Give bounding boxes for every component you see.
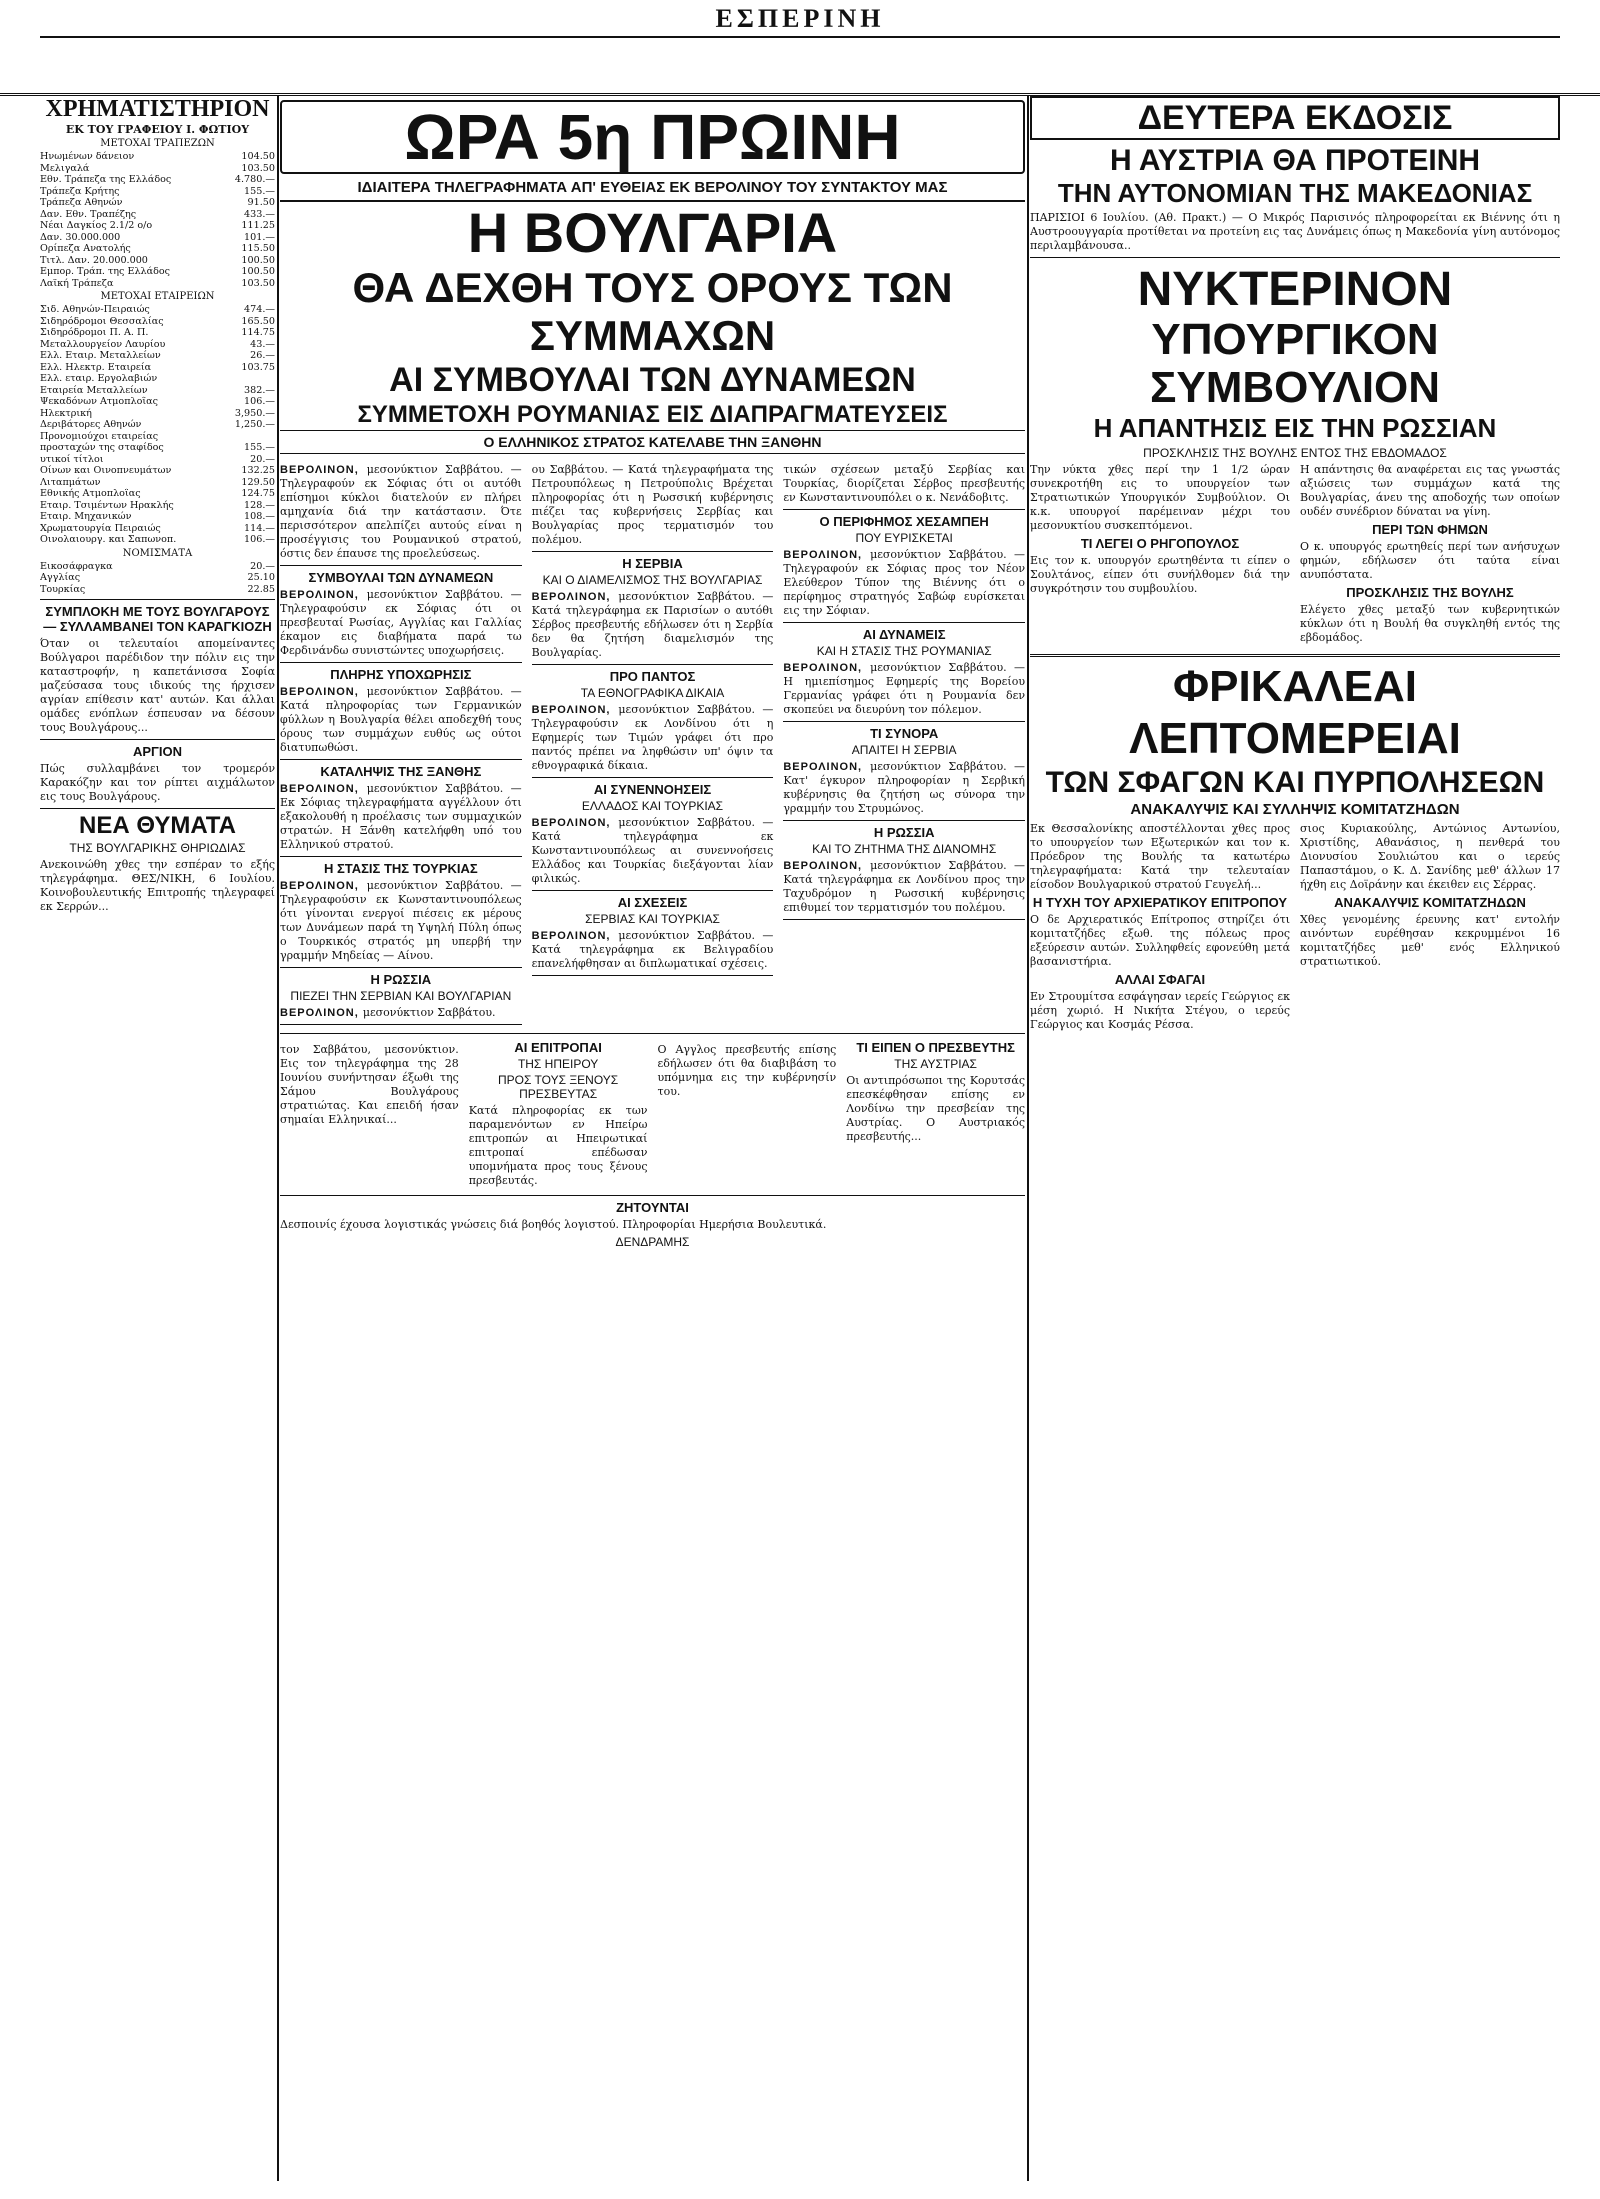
dispatch-columns (280, 460, 1025, 1029)
dispatch-rule (532, 975, 774, 976)
story-heading: ΝΕΑ ΘΥΜΑΤΑ (79, 812, 236, 839)
stock-name: Σιδηρόδρομοι Π. Α. Π. (40, 327, 149, 338)
dispatch-text: ΒΕΡΟΛΙΝΟΝ, μεσονύκτιον Σαββάτου. — Κατά τηλεγράφημα εκ Κωνσταντινουπόλεως αι συνεννοήσεις Ελλάδος και Τουρκίας διεξάγονται λίαν φιλικώς. (531, 816, 774, 885)
dispatch-text: ΒΕΡΟΛΙΝΟΝ, μεσονύκτιον Σαββάτου. — Εκ Σόφιας τηλεγραφήματα αγγέλλουν ότι εξακολουθή η προέλασις των συμμαχικών στρατών. Η Ξάνθη κατελήφθη υπό του Ελληνικού στρατού. (280, 782, 522, 851)
stock-name: Εθνικής Ατμοπλοΐας (40, 488, 141, 499)
stock-price: 103.50 (241, 162, 275, 174)
dispatch-heading: ΚΑΤΑΛΗΨΙΣ ΤΗΣ ΞΑΝΘΗΣ (320, 764, 482, 779)
dispatch-rule (280, 565, 522, 566)
stock-row (40, 362, 275, 374)
stock-price: 103.50 (241, 277, 275, 289)
stock-price: 155.— (244, 185, 275, 197)
stock-price: 155.— (244, 442, 275, 453)
stock-name: Χρωματουργία Πειραιώς (40, 522, 161, 534)
council-subhead: ΠΡΟΣΚΛΗΣΙΣ ΤΗΣ ΒΟΥΛΗΣ ΕΝΤΟΣ ΤΗΣ ΕΒΔΟΜΑΔΟΣ (1143, 446, 1447, 460)
story-text: Ελέγετο χθες μεταξύ των κυβερνητικών κύκλων ότι η Βουλή θα συγκληθή εντός της εβδομάδος. (1300, 603, 1560, 644)
dispatch-dateline: ΒΕΡΟΛΙΝΟΝ, (783, 761, 871, 773)
stock-name: Εταιρ. Τσιμέντων Ηρακλής (40, 499, 174, 511)
story-text: Εις τον κ. υπουργόν ερωτηθέντα τι είπεν ο Σουλτάνος, είπεν ότι συνήλθομεν διά την συγκρότησιν του συμβουλίου. (1030, 554, 1290, 595)
stock-price: 26.— (250, 350, 275, 361)
dispatch (783, 627, 1025, 722)
lower-text: τον Σαββάτου, μεσονύκτιον. Εις τον τηλεγράφημα της 28 Ιουνίου συνήντησαν έξωθι της Σάμου Βουλγάρους στρατιώτας. Και επειδή ήσαν σημαίαι Ελληνικαί... (280, 1043, 459, 1126)
dispatch-column-1 (280, 460, 522, 1029)
stock-group-currency: ΝΟΜΙΣΜΑΤΑ (122, 547, 193, 559)
stock-name: Εμπορ. Τράπ. της Ελλάδος (40, 266, 171, 277)
dispatch-column-2 (532, 460, 774, 1029)
story-text: Πώς συλλαμβάνει τον τρομερόν Καρακόζην και τον ρίπτει αιχμάλωτον εις τους Βουλγάρους. (40, 762, 275, 803)
atrocity-headline: ΦΡΙΚΑΛΕΑΙ ΛΕΠΤΟΜΕΡΕΙΑΙ (1030, 654, 1560, 765)
council-headline-2: ΥΠΟΥΡΓΙΚΟΝ ΣΥΜΒΟΥΛΙΟΝ (1149, 315, 1441, 412)
dispatch (280, 972, 522, 1025)
dispatch-text: ΒΕΡΟΛΙΝΟΝ, μεσονύκτιον Σαββάτου. — Τηλεγραφούσιν εκ Κωνσταντινουπόλεως ότι γίνονται ενεργοί πιέσεις εκ μέρους των Δυνάμεων παρά τη Υψηλή Πύλη όπως ο Τουρκικός στρατός μη υπερβή την γραμμήν Μηδείας — Αίνου. (280, 879, 522, 962)
story-heading: Η ΤΥΧΗ ΤΟΥ ΑΡΧΙΕΡΑΤΙΚΟΥ ΕΠΙΤΡΟΠΟΥ (1032, 895, 1288, 910)
dispatch-subheading: ΑΠΑΙΤΕΙ Η ΣΕΡΒΙΑ (851, 743, 957, 757)
stock-price: 124.75 (241, 488, 275, 499)
stock-price: 114.75 (241, 327, 275, 338)
dispatch-dateline: ΒΕΡΟΛΙΝΟΝ, (531, 817, 619, 829)
story-text: Ανεκοινώθη χθες την εσπέραν το εξής τηλεγράφημα. ΘΕΣ/ΝΙΚΗ, 6 Ιουλίου. Κοινοβουλευτικής Επιτροπής τηλεγραφεί εκ Σερρών... (40, 858, 275, 913)
dispatch-heading: Η ΡΩΣΣΙΑ (370, 972, 432, 987)
lower-story (846, 1040, 1025, 1191)
stock-group-banks: ΜΕΤΟΧΑΙ ΤΡΑΠΕΖΩΝ (100, 138, 215, 149)
dispatch-text: ου Σαββάτου. — Κατά τηλεγραφήματα της Πετρουπόλεως η Πετρούπολις Βρέχεται πληροφορίας ότι η Ρωσσική κυβέρνησις πιέζει τας κυβερνήσεις Σερβίας και Βουλγαρίας προς τερματισμόν του πολέμου. (531, 463, 774, 546)
austria-headline: Η ΑΥΣΤΡΙΑ ΘΑ ΠΡΟΤΕΙΝΗ (1109, 144, 1481, 177)
stock-price: 433.— (244, 208, 275, 220)
stock-price: 115.50 (241, 243, 275, 254)
stock-name: Προνομιούχοι εταιρείας (40, 430, 159, 442)
stock-name: Δαν. Εθν. Τραπέζης (40, 208, 137, 220)
stock-row (40, 572, 275, 584)
stock-price: 3,950.— (234, 407, 275, 419)
dispatch-heading: ΑΙ ΔΥΝΑΜΕΙΣ (862, 627, 946, 642)
dispatch (783, 514, 1025, 623)
notice-heading: ΖΗΤΟΥΝΤΑΙ (616, 1200, 689, 1215)
dispatch-dateline: ΒΕΡΟΛΙΝΟΝ, (783, 860, 871, 872)
stock-name: Νέαι Δαγκίος 2.1/2 ο/ο (40, 220, 153, 231)
story-text: Όταν οι τελευταίοι απομείναντες Βούλγαροι παρέδιδον την πόλιν εις την καταστροφήν, η καπετάνισσα Σοφία μαζεύσασα τους ιδικούς της ήρχισεν αγρίαν επίθεσιν κατ' αυτών. Και άλλαι ομάδες ενόπλων έσπευσαν να δέσουν τους Βουλγάρους... (40, 637, 275, 734)
dispatch-rule (783, 820, 1025, 821)
stock-name: Δεριβάτορες Αθηνών (40, 419, 142, 430)
dispatch-rule (783, 919, 1025, 920)
stock-price: 22.85 (247, 583, 275, 595)
dispatch-text: ΒΕΡΟΛΙΝΟΝ, μεσονύκτιον Σαββάτου. — Η ημιεπίσημος Εφημερίς της Βορείου Γερμανίας γράφει ότι η Ρουμανία δεν σκοπεύει να διευρύνη τον πόλεμον. (783, 661, 1025, 716)
dispatch (280, 570, 522, 663)
council-text-2: Η απάντησις θα αναφέρεται εις τας γνωστάς αξιώσεις των συμμάχων κατά της Βουλγαρίας, άνευ της αποδοχής των οποίων ουδέν συνέδριον δύναται να γίνη. (1300, 463, 1560, 518)
notice-signature: ΔΕΝΔΡΑΜΗΣ (615, 1235, 690, 1249)
stock-name: Τουρκίας (40, 583, 86, 595)
stock-name: Μελιγαλά (40, 162, 90, 174)
stock-price: 103.75 (241, 361, 275, 373)
stock-name: Οινολαιουργ. και Σαπωνοπ. (40, 534, 177, 545)
stock-price: 132.25 (241, 465, 275, 476)
story-subheading: ΤΗΣ ΒΟΥΛΓΑΡΙΚΗΣ ΘΗΡΙΩΔΙΑΣ (69, 841, 246, 855)
stock-name: Ηνωμένων δάνειον (40, 151, 135, 162)
dispatch (280, 463, 522, 566)
stock-name: Σιδ. Αθηνών-Πειραιώς (40, 304, 150, 315)
dispatch-heading: ΠΛΗΡΗΣ ΥΠΟΧΩΡΗΣΙΣ (330, 667, 472, 682)
newspaper-name: ΕΣΠΕΡΙΝΗ (715, 4, 885, 33)
dispatch-rule (783, 721, 1025, 722)
stock-price: 4.780.— (234, 174, 275, 185)
stock-row (40, 209, 275, 221)
dispatch-text: ΒΕΡΟΛΙΝΟΝ, μεσονύκτιον Σαββάτου. — Τηλεγραφούσιν εκ Λονδίνου ότι η Εφημερίς των Τιμών γράφει ότι προ παντός πρέπει να ληφθώσιν υπ' όψιν τα εθνογραφικά δίκαια. (531, 703, 774, 772)
dispatch (280, 764, 522, 857)
stock-name: Εταιρ. Μηχανικών (40, 511, 132, 522)
stock-row (40, 220, 275, 232)
second-edition-banner: ΔΕΥΤΕΡΑ ΕΚΔΟΣΙΣ (1030, 96, 1560, 140)
stock-price: 101.— (244, 231, 275, 243)
dispatch-dateline: ΒΕΡΟΛΙΝΟΝ, (531, 704, 619, 716)
dispatch-text: ΒΕΡΟΛΙΝΟΝ, μεσονύκτιον Σαββάτου. — Κατά πληροφορίας των Γερμανικών φύλλων η Βουλγαρία θέλει αποδεχθή τους όρους των συμμάχων ευθύς ως ούτοι διατυπωθώσι. (280, 685, 522, 754)
main-headline: Η ΒΟΥΛΓΑΡΙΑ (467, 201, 838, 264)
stock-row (40, 408, 275, 420)
dispatch-text: ΒΕΡΟΛΙΝΟΝ, μεσονύκτιον Σαββάτου. — Τηλεγραφούν εκ Σόφιας ότι οι αυτόθι επίσημοι κύκλοι διατελούν εν πλήρει αμηχανία διά την κατάστασιν. Ότε περισσότερον απελπίζει αυτούς είναι η προσέγγισις του Ρουμανικού στρατού, όστις δεν έπαυσε της προελεύσεως. (280, 463, 522, 560)
story-heading: ΑΡΓΙΟΝ (133, 744, 182, 759)
stock-price: 100.50 (241, 254, 275, 266)
autonomy-headline: ΤΗΝ ΑΥΤΟΝΟΜΙΑΝ ΤΗΣ ΜΑΚΕΔΟΝΙΑΣ (1057, 178, 1533, 208)
stock-exchange-title: ΧΡΗΜΑΤΙΣΤΗΡΙΟΝ (45, 96, 270, 122)
dispatch (280, 861, 522, 968)
stock-row (40, 163, 275, 175)
stock-name: Λιταπμάτων (40, 476, 101, 488)
dispatch-heading: Ο ΠΕΡΙΦΗΜΟΣ ΧΕΣΑΜΠΕΗ (819, 514, 989, 529)
dispatch-rule (532, 551, 774, 552)
stock-row (40, 174, 275, 186)
dispatch-text: ΒΕΡΟΛΙΝΟΝ, μεσονύκτιον Σαββάτου. (280, 1006, 496, 1019)
stock-price: 20.— (250, 560, 275, 572)
stock-name: Εικοσάφραγκα (40, 560, 113, 572)
stock-price: 106.— (244, 534, 275, 545)
stock-price: 129.50 (241, 476, 275, 488)
stock-row (40, 304, 275, 316)
dispatch-subheading: ΤΑ ΕΘΝΟΓΡΑΦΙΚΑ ΔΙΚΑΙΑ (580, 686, 725, 700)
dispatch-subheading: ΠΙΕΖΕΙ ΤΗΝ ΣΕΡΒΙΑΝ ΚΑΙ ΒΟΥΛΓΑΡΙΑΝ (290, 989, 512, 1003)
dispatch-dateline: ΒΕΡΟΛΙΝΟΝ, (280, 589, 367, 601)
stock-row (40, 232, 275, 244)
stock-row (40, 316, 275, 328)
stock-name: Εθν. Τράπεζα της Ελλάδος (40, 174, 172, 185)
dispatch-text: ΒΕΡΟΛΙΝΟΝ, μεσονύκτιον Σαββάτου. — Κατά τηλεγράφημα εκ Παρισίων ο αυτόθι Σέρβος πρεσβευτής εδήλωσεν ότι η Σερβία δεν θα ζητήση διαμελισμόν της Βουλγαρίας. (531, 590, 774, 659)
stock-row (40, 350, 275, 362)
stock-column (40, 96, 275, 2181)
story-text: Ο κ. υπουργός ερωτηθείς περί των ανήσυχων φημών, εδήλωσεν ότι ταύτα είναι ανυπόστατα. (1300, 540, 1560, 581)
dispatch-dateline: ΒΕΡΟΛΙΝΟΝ, (280, 880, 367, 892)
story-heading: ΤΙ ΛΕΓΕΙ Ο ΡΗΓΟΠΟΥΛΟΣ (1080, 536, 1240, 551)
dispatch-text: ΒΕΡΟΛΙΝΟΝ, μεσονύκτιον Σαββάτου. — Κατά τηλεγράφημα εκ Βελιγραδίου επανελήφθησαν αι διπλωματικαί σχέσεις. (531, 929, 774, 970)
masthead (0, 0, 1600, 96)
stock-name: Λαϊκή Τράπεζα (40, 277, 114, 289)
lower-subheading: ΤΗΣ ΗΠΕΙΡΟΥ (517, 1057, 599, 1071)
stock-price: 111.25 (241, 220, 275, 231)
lower-subheading: ΤΗΣ ΑΥΣΤΡΙΑΣ (894, 1057, 977, 1071)
stock-price: 106.— (244, 396, 275, 407)
dispatch-text: ΒΕΡΟΛΙΝΟΝ, μεσονύκτιον Σαββάτου. — Τηλεγραφούσιν εκ Σόφιας ότι οι πρεσβευταί Ρωσίας, Αγγλίας και Γαλλίας έκαμον εις διαβήματα παρά τω Φερδινάνδω συνιστώντες υποχωρήσεις. (280, 588, 522, 657)
main-headline-5: Ο ΕΛΛΗΝΙΚΟΣ ΣΤΡΑΤΟΣ ΚΑΤΕΛΑΒΕ ΤΗΝ ΞΑΝΘΗΝ (280, 430, 1025, 454)
council-text: Την νύκτα χθες περί την 1 1/2 ώραν συνεκροτήθη εις το υπουργείον των Στρατιωτικών Υπουργικόν Συμβούλιον. Οι κ.κ. υπουργοί παρέμειναν μέχρι του μεσονυκτίου συσκεπτόμενοι. (1030, 463, 1290, 532)
stock-price: 20.— (250, 453, 275, 465)
story-heading: ΣΥΜΠΛΟΚΗ ΜΕ ΤΟΥΣ ΒΟΥΛΓΑΡΟΥΣ — ΣΥΛΛΑΜΒΑΝΕΙ ΤΟΝ ΚΑΡΑΓΚΙΟΖΗ (43, 604, 272, 634)
stock-row (40, 511, 275, 523)
stock-row (40, 534, 275, 546)
story-heading: ΑΛΛΑΙ ΣΦΑΓΑΙ (1114, 972, 1206, 987)
stock-row (40, 419, 275, 431)
dispatch-dateline: ΒΕΡΟΛΙΝΟΝ, (531, 930, 619, 942)
dispatch-rule (783, 622, 1025, 623)
stock-name: Ορίπεζα Ανατολής (40, 243, 131, 254)
council-headline-3: Η ΑΠΑΝΤΗΣΙΣ ΕΙΣ ΤΗΝ ΡΩΣΣΙΑΝ (1093, 413, 1497, 443)
stock-price: 382.— (244, 384, 275, 396)
stock-price: 165.50 (241, 315, 275, 327)
stock-price: 474.— (244, 304, 275, 315)
dispatch (532, 463, 774, 552)
dispatch (783, 726, 1025, 821)
stock-name: Εταιρεία Μεταλλείων (40, 384, 148, 396)
dispatch-heading: ΠΡΟ ΠΑΝΤΟΣ (609, 669, 696, 684)
stock-price: 100.50 (241, 266, 275, 277)
stock-row (40, 186, 275, 198)
story-heading: ΠΡΟΣΚΛΗΣΙΣ ΤΗΣ ΒΟΥΛΗΣ (1346, 585, 1514, 600)
dispatch-heading: Η ΣΕΡΒΙΑ (622, 556, 683, 571)
austria-text: ΠΑΡΙΣΙΟΙ 6 Ιουλίου. (Αθ. Πρακτ.) — Ο Μικρός Παρισινός πληροφορείται εκ Βιέννης ότι η Αυστροουγγαρία προτίθεται να προτείνη εις τας Δυνάμεις όπως η Μακεδονία γίνη αυτόνομος περιλαμβάνουσα.. (1030, 211, 1560, 252)
stock-price: 91.50 (247, 197, 275, 208)
stock-price (225, 431, 275, 443)
stock-name: υτικοί τίτλοι (40, 453, 104, 465)
dispatch (532, 895, 774, 976)
dispatch-subheading: ΚΑΙ Η ΣΤΑΣΙΣ ΤΗΣ ΡΟΥΜΑΝΙΑΣ (816, 644, 992, 658)
stock-table-currency (40, 561, 275, 596)
dispatch-dateline: ΒΕΡΟΛΙΝΟΝ, (280, 1007, 363, 1019)
dispatch-dateline: ΒΕΡΟΛΙΝΟΝ, (783, 549, 871, 561)
stock-name: Δαν. 30.000.000 (40, 231, 121, 243)
story-text: Ο δε Αρχιερατικός Επίτροπος στηρίζει ότι κομιτατζήδες εξωθ. της πόλεως προς εξεύρεσιν αυτών. Συλληφθείς εφονεύθη μετά βασανιστήρια. (1030, 913, 1290, 968)
lower-text: Οι αντιπρόσωποι της Κορυτσάς επεσκέφθησαν επίσης εν Λονδίνω την πρεσβείαν της Αυστρίας. Ο Αυστριακός πρεσβευτής... (846, 1074, 1025, 1143)
lower-stories (280, 1040, 1025, 1191)
column-rule-2 (1027, 96, 1029, 2181)
stock-price (225, 373, 275, 385)
stock-source: ΕΚ ΤΟΥ ΓΡΑΦΕΙΟΥ Ι. ΦΩΤΙΟΥ (65, 123, 250, 136)
stock-group-companies: ΜΕΤΟΧΑΙ ΕΤΑΙΡΕΙΩΝ (100, 291, 215, 302)
story-text: Εν Στρουμίτσα εσφάγησαν ιερείς Γεώργιος εκ μέση χωριό. Η Νικήτα Στέγου, ο ιερεύς Γεώργιος και Κοσμάς Ρέσσα. (1030, 990, 1290, 1031)
stock-name: Μεταλλουργείον Λαυρίου (40, 338, 166, 350)
stock-row (40, 465, 275, 477)
stock-row (40, 431, 275, 443)
atrocity-text: Εκ Θεσσαλονίκης αποστέλλονται χθες προς το υπουργείον των Εξωτερικών και τον κ. Πρόεδρον της Βουλής τα κατωτέρω τηλεγραφήματα: Κατά την τελευταίαν είσοδον Βουλγαρικού στρατού Γευγελή... (1030, 822, 1290, 891)
dispatch-subheading: ΚΑΙ ΤΟ ΖΗΤΗΜΑ ΤΗΣ ΔΙΑΝΟΜΗΣ (812, 842, 997, 856)
stock-row (40, 500, 275, 512)
dispatch-subheading: ΣΕΡΒΙΑΣ ΚΑΙ ΤΟΥΡΚΙΑΣ (585, 912, 720, 926)
stock-price: 1,250.— (234, 419, 275, 430)
dispatch-rule (280, 662, 522, 663)
stock-price: 108.— (244, 511, 275, 522)
dispatch-subheading: ΕΛΛΑΔΟΣ ΚΑΙ ΤΟΥΡΚΙΑΣ (581, 799, 724, 813)
dispatch-heading: Η ΣΤΑΣΙΣ ΤΗΣ ΤΟΥΡΚΙΑΣ (323, 861, 478, 876)
stock-row (40, 396, 275, 408)
stock-row (40, 339, 275, 351)
stock-row (40, 454, 275, 466)
stock-row (40, 584, 275, 596)
dispatch-heading: ΣΥΜΒΟΥΛΑΙ ΤΩΝ ΔΥΝΑΜΕΩΝ (308, 570, 494, 585)
stock-row (40, 523, 275, 535)
dispatch-heading: ΑΙ ΣΥΝΕΝΝΟΗΣΕΙΣ (593, 782, 712, 797)
edition-banner: ΩΡΑ 5η ΠΡΩΙΝΗ (280, 100, 1025, 174)
dispatch-dateline: ΒΕΡΟΛΙΝΟΝ, (280, 783, 367, 795)
stock-name: Ελλ. Εταιρ. Μεταλλείων (40, 350, 161, 361)
dispatch-heading: Η ΡΩΣΣΙΑ (873, 825, 935, 840)
story-text: Χθες γενομένης έρευνης κατ' εντολήν αινόντων ευρέθησαν κεκρυμμένοι 16 κομιτατζήδες μεθ' ενός Ελληνικού στρατιωτικού. (1300, 913, 1560, 968)
dispatch-text: τικών σχέσεων μεταξύ Σερβίας και Τουρκίας, διορίζεται Σέρβος πρεσβευτής εν Κωνσταντινουπόλει ο κ. Νενάδοβιτς. (783, 463, 1025, 504)
stock-row (40, 255, 275, 267)
lower-heading: ΤΙ ΕΙΠΕΝ Ο ΠΡΕΣΒΕΥΤΗΣ (856, 1040, 1015, 1055)
dispatch-column-3 (783, 460, 1025, 1029)
dispatch-rule (280, 1024, 522, 1025)
dispatch (532, 782, 774, 891)
dispatch (532, 669, 774, 778)
column-rule-1 (277, 96, 279, 2181)
dispatch (783, 463, 1025, 510)
stock-name: Αγγλίας (40, 572, 81, 583)
masthead-rule (40, 36, 1560, 38)
stock-row (40, 477, 275, 489)
dispatch-heading: ΑΙ ΣΧΕΣΕΙΣ (617, 895, 688, 910)
dispatch-text: ΒΕΡΟΛΙΝΟΝ, μεσονύκτιον Σαββάτου. — Κατ' έγκυρον πληροφορίαν η Σερβική κυβέρνησις θα ζητήση ως σύνορα την γραμμήν του Στρυμώνος. (783, 760, 1025, 815)
lower-heading: ΑΙ ΕΠΙΤΡΟΠΑΙ (514, 1040, 602, 1055)
stock-row (40, 197, 275, 209)
dispatch (532, 556, 774, 665)
main-headline-3: ΑΙ ΣΥΜΒΟΥΛΑΙ ΤΩΝ ΔΥΝΑΜΕΩΝ (389, 361, 916, 399)
stock-row (40, 266, 275, 278)
dispatch-dateline: ΒΕΡΟΛΙΝΟΝ, (280, 464, 367, 476)
stock-name: Τράπεζα Αθηνών (40, 197, 123, 208)
atrocity-text-2: σιος Κυριακούλης, Αντώνιος Αντωνίου, Χριστίδης, Αθανάσιος, η πενθερά του Διονυσίου Σουλιώτου και ο ιερεύς Παπαστάμου, ο Κ. Δ. Σανίδης μεθ' άλλων 17 ήχθη εις Δοϊράνην και έκειθεν εις Σέρρας. (1300, 822, 1560, 891)
stock-price: 104.50 (241, 151, 275, 162)
stock-row (40, 327, 275, 339)
lower-story (280, 1040, 459, 1191)
stock-row (40, 373, 275, 385)
council-headline: ΝΥΚΤΕΡΙΝΟΝ (1137, 263, 1453, 316)
dispatch (280, 667, 522, 760)
dispatch-subheading: ΠΟΥ ΕΥΡΙΣΚΕΤΑΙ (855, 531, 953, 545)
lower-text: Ο Αγγλος πρεσβευτής επίσης εδήλωσεν ότι θα διαβιβάση το υπόμνημα εις την κυβέρνησίν του. (657, 1043, 837, 1098)
dispatch-heading: ΤΙ ΣΥΝΟΡΑ (870, 726, 939, 741)
stock-name: Σιδηρόδρομοι Θεσσαλίας (40, 315, 164, 327)
dispatch-rule (783, 509, 1025, 510)
second-edition-column (1030, 96, 1560, 2181)
stock-name: Ψεκαδόνων Ατμοπλοΐας (40, 396, 158, 407)
stock-row (40, 151, 275, 163)
dispatch-rule (280, 856, 522, 857)
stock-row (40, 278, 275, 290)
story-heading: ΑΝΑΚΑΛΥΨΙΣ ΚΟΜΙΤΑΤΖΗΔΩΝ (1334, 895, 1526, 910)
stock-name: προσταχών της σταφίδος (40, 442, 164, 453)
stock-row (40, 488, 275, 500)
stock-name: Ελλ. εταιρ. Εργολαβιών (40, 373, 158, 384)
dispatch-rule (532, 664, 774, 665)
story-heading: ΠΕΡΙ ΤΩΝ ΦΗΜΩΝ (1372, 522, 1488, 537)
lower-story (469, 1040, 648, 1191)
stock-price: 43.— (250, 338, 275, 350)
stock-price: 25.10 (247, 572, 275, 583)
stock-table-banks (40, 151, 275, 289)
stock-row (40, 385, 275, 397)
stock-row (40, 442, 275, 454)
notice-text: Δεσποινίς έχουσα λογιστικάς γνώσεις διά βοηθός λογιστού. Πληροφορίαι Ημερήσια Βουλευτικά. (280, 1218, 827, 1231)
lower-subheading-2: ΠΡΟΣ ΤΟΥΣ ΞΕΝΟΥΣ ΠΡΕΣΒΕΥΤΑΣ (498, 1073, 619, 1101)
stock-name: Ελλ. Ηλεκτρ. Εταιρεία (40, 361, 152, 373)
lead-story-column (280, 96, 1025, 2181)
stock-name: Οίνων και Οινοπνευμάτων (40, 465, 172, 476)
stock-row (40, 243, 275, 255)
main-headline-4: ΣΥΜΜΕΤΟΧΗ ΡΟΥΜΑΝΙΑΣ ΕΙΣ ΔΙΑΠΡΑΓΜΑΤΕΥΣΕΙΣ (357, 401, 948, 428)
stock-price: 128.— (244, 499, 275, 511)
dispatch (783, 825, 1025, 920)
dispatch-rule (280, 967, 522, 968)
atrocity-headline-2: ΤΩΝ ΣΦΑΓΩΝ ΚΑΙ ΠΥΡΠΟΛΗΣΕΩΝ (1045, 766, 1545, 799)
dispatch-dateline: ΒΕΡΟΛΙΝΟΝ, (280, 686, 367, 698)
stock-name: Τράπεζα Κρήτης (40, 185, 120, 197)
stock-price: 114.— (244, 522, 275, 534)
dispatch-subheading: ΚΑΙ Ο ΔΙΑΜΕΛΙΣΜΟΣ ΤΗΣ ΒΟΥΛΓΑΡΙΑΣ (542, 573, 763, 587)
atrocity-subhead: ΑΝΑΚΑΛΥΨΙΣ ΚΑΙ ΣΥΛΛΗΨΙΣ ΚΟΜΙΤΑΤΖΗΔΩΝ (1130, 801, 1460, 818)
lower-text: Κατά πληροφορίας εκ των παραμενόντων εν Ηπείρω επιτροπών αι Ηπειρωτικαί επιτροπαί επέδωσαν υπομνήματα προς τους ξένους πρεσβευτάς. (468, 1104, 648, 1187)
dispatch-rule (280, 759, 522, 760)
stock-name: Τιτλ. Δαν. 20.000.000 (40, 254, 148, 266)
dispatch-dateline: ΒΕΡΟΛΙΝΟΝ, (783, 662, 871, 674)
dispatch-rule (532, 890, 774, 891)
wire-subtitle: ΙΔΙΑΙΤΕΡΑ ΤΗΛΕΓΡΑΦΗΜΑΤΑ ΑΠ' ΕΥΘΕΙΑΣ ΕΚ ΒΕΡΟΛΙΝΟΥ ΤΟΥ ΣΥΝΤΑΚΤΟΥ ΜΑΣ (280, 178, 1025, 202)
dispatch-dateline: ΒΕΡΟΛΙΝΟΝ, (531, 591, 619, 603)
lower-story (658, 1040, 837, 1191)
dispatch-text: ΒΕΡΟΛΙΝΟΝ, μεσονύκτιον Σαββάτου. — Κατά τηλεγράφημα εκ Λονδίνου προς την Ταχυδρόμον η Ρωσσική κυβέρνησις επιθυμεί τον τερματισμόν του πολέμου. (783, 859, 1025, 914)
stock-table-companies (40, 304, 275, 546)
stock-row (40, 561, 275, 573)
main-headline-2: ΘΑ ΔΕΧΘΗ ΤΟΥΣ ΟΡΟΥΣ ΤΩΝ ΣΥΜΜΑΧΩΝ (352, 264, 953, 359)
dispatch-rule (532, 777, 774, 778)
dispatch-text: ΒΕΡΟΛΙΝΟΝ, μεσονύκτιον Σαββάτου. — Τηλεγραφούν εκ Σόφιας προς τον Νέον Ελεύθερον Τύπον της Βιέννης ότι ο περίφημος στρατηγός Σαβώφ ευρίσκεται εις την Σόφιαν. (783, 548, 1025, 617)
stock-name: Ηλεκτρική (40, 407, 92, 419)
